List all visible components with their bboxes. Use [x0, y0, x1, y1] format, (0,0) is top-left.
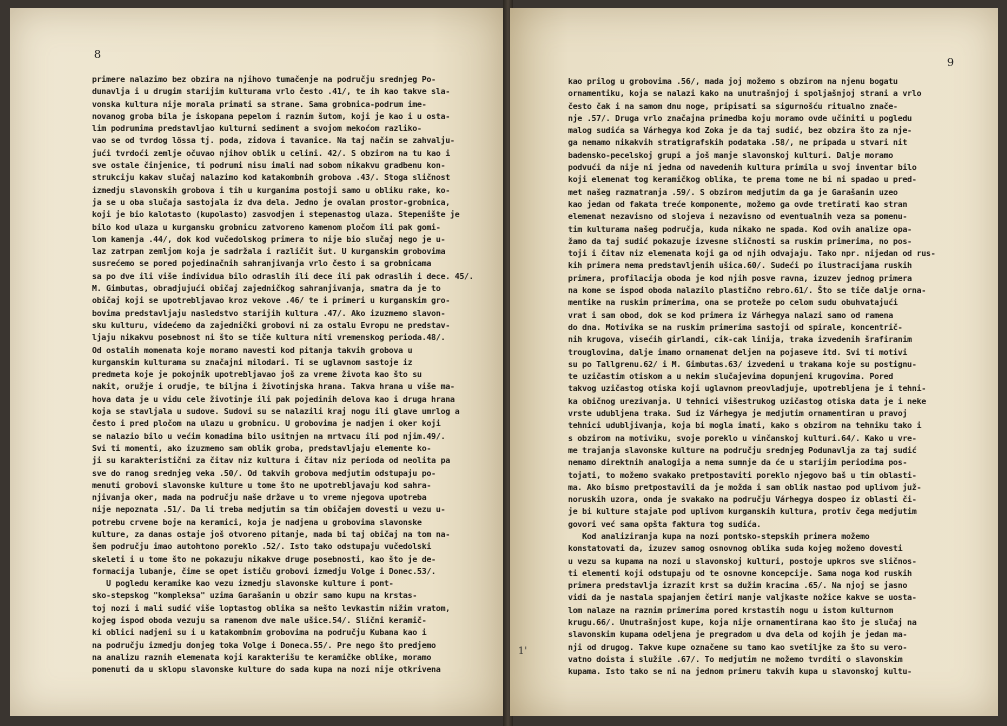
page-number: 8: [94, 48, 101, 61]
body-text: kao prilog u grobovima .56/, mada joj možemo s obzirom na njenu bogatu ornamentiku, koja se nalazi kako na unutrašnjoj i spoljašnjoj strani a vrlo često čak i na samom dnu noge, pripisati sa sigurnošću ritualno znače- nje .57/. Druga vrlo značajna primedba koju moramo ovde učiniti u pogledu malog sudića sa Várhegya kod Zoka je da taj sudić, bez obzira što za nje- ga nemamo nikakvih stratigrafskih podataka .58/, ne pripada u stvari nit badensko-pecelskoj grupi a još manje slavonskoj kulturi. Dalje moramo podvući da nije ni jedna od navedenih kultura primila u svoj inventar bilo koji elemenat tog keramičkog oblika, te prema tome ne bi ni spadao u pred- met našeg razmatranja .59/. S obzirom medjutim da ga je Garašanin uzeo kao jedan od fakata treće komponente, možemo ga ovde tretirati kao stran elemenat nezavisno od slojeva i nezavisno od eventualnih veza sa pomenu- tim kulturama našeg područja, kuda nikako ne spada. Kod ovih analize opa- žamo da taj sudić pokazuje izvesne sličnosti sa ruskim primerima, no pos- toji i čitav niz elemenata koji ga od njih odvajaju. Tako npr. nijedan od rus- kih primera nema predstavljenih ušica.60/. Sudeći po ilustracijama ruskih primera, profilacija oboda je kod njih posve ravna, izuzev jednog primera na kome se ispod oboda nalazilo plastično rebro.61/. Što se tiče dalje orna- mentike na ruskim primerima, ona se proteže po celom sudu obuhvatajući vrat i sam obod, dok se kod primera iz Várhegya nalazi samo od ramena do dna. Motivika se na ruskim primerima sastoji od spirale, koncentrič- nih krugova, visećih girlandi, cik-cak linija, traka izvedenih šrafiranim trouglovima, dalje imamo ornamenat deljen na pojaseve itd. Svi ti motivi su po Tallgrenu.62/ i M. Gimbutas.63/ izvedeni u trakama koje su postignu- te uzičastim otiskom a u nekim slučajevima dopunjeni krugovima. Pored takvog uzičastog otiska koji uglavnom preovladjuje, upotrebljena je i tehni- ka običnog urezivanja. U tehnici višestrukog uzičastog otiska data je i neke vrste udubljena traka. Sud iz Várhegya je medjutim ornamentiran u pravoj tehnici udubljivanja, koja bi mogla imati, kako s obzirom na tehniku tako i s obzirom na motiviku, svoje poreklo u vinčanskoj kulturi.64/. Kako u vre- me trajanja slavonske kulture na području srednjeg Podunavlja za taj sudić nemamo direktnih analogija a nema sumnje da će u starijim periodima pos- tojati, to možemo svakako pretpostaviti poreklo njegovo baš u tim oblasti- ma. Ako bismo pretpostavili da je možda i sam oblik nastao pod uplivom juž- noruskih uzora, onda je svakako na području Várhegya dospeo iz oblasti či- je bi kulture stajale pod uplivom kurganskih kultura, protiv čega medjutim govori već sama opšta faktura tog sudića. Kod analiziranja kupa na nozi pontsko-stepskih primera možemo konstatovati da, izuzev samog osnovnog oblika suda kojeg možemo dovesti u vezu sa kupama na nozi u slavonskoj kulturi, postoje upkros sve sličnos- ti elementi koji odstupaju od te osnovne koncepcije. Sama noga kod ruskih primera predstavlja izrazit krst sa dužim kracima .65/. Na njoj se jasno vidi da je nastala spajanjem četiri manje valjkaste nožice kakve se uosta- lom nalaze na raznim primerima pored krstastih nogu u istom kulturnom krugu.66/. Unutrašnjost kupe, koja nije ornamentirana kao što je slučaj na slavonskim kupama odeljena je pregradom u dva dela od kojih je jedan ma- nji od drugog. Takve kupe označene su tamo kao svetiljke za što su vero- vatno doista i služile .67/. To medjutim ne možemo tvrditi o slavonskim kupama. Isto tako se ni na jednom primeru takvih kupa u slavonskoj kultu-: [568, 76, 936, 677]
right-page: [510, 8, 998, 716]
margin-mark: 1': [518, 646, 528, 657]
left-page: [10, 8, 506, 716]
body-text: primere nalazimo bez obzira na njihovo tumačenje na području srednjeg Po- dunavlja i u drugim starijim kulturama vrlo često .41/, te ih kao takve sla- vonska kultura nije morala primati sa strane. Sama grobnica-podrum ime- novanog groba bila je iskopana pepelom i raznim šutom, koji je kao i u osta- lim podrumima predstavljao kulturni sediment a svojom mekoćom razliko- vao se od tvrdog lössa tj. poda, zidova i tavanice. Na taj način se zahvalju- jući tvrdoći zemlje očuvao njihov oblik u celini. 42/. S obzirom na tu kao i sve ostale činjenice, ti podrumi nisu imali nad sobom nikakvu gradbenu kon- strukciju kakav slučaj nalazimo kod katakombnih grobova .43/. Stoga sličnost izmedju slavonskih grobova i tih u kurganima postoji samo u obliku rake, ko- ja se u oba slučaja sastojala iz dva dela. Jedno je ovalan prostor-grobnica, koji je bio kalotasto (kupolasto) zasvodjen i stepenastog ulaza. Stepenište je bilo kod ulaza u kurgansku grobnicu zatvoreno kamenom pločom ili pak gomi- lom kamenja .44/, dok kod vučedolskog primera to nije bio slučaj nego je u- laz zatrpan zemljom koja je sadržala i različit šut. U kurganskim grobovima susrećemo se pored pojedinačnih sahranjivanja vrlo često i sa grobnicama sa po dve ili više individua bilo odraslih ili dece ili pak odraslih i dece. 45/. M. Gimbutas, obradjujući običaj zajedničkog sahranjivanja, smatra da je to običaj koji se upotrebljavao kroz vekove .46/ te i primeri u kurganskim gro- bovima predstavljaju nasledstvo starijih kultura .47/. Ako izuzmemo slavon- sku kulturu, videćemo da zajednički grobovi ni za ostalu Evropu ne predstav- ljaju nikakvu posebnost ni što se tiče kultura niti vremenskog perioda.48/. Od ostalih momenata koje moramo navesti kod pitanja takvih grobova u kurganskim kulturama su značajni milodari. Ti se uglavnom sastoje iz predmeta koje je pokojnik upotrebljavao još za vreme života kao što su nakit, oružje i orudje, te biljna i životinjska hrana. Takva hrana u više ma- hova data je u vidu cele životinje ili pak pojedinih delova kao i druga hrana koja se stavljala u sudove. Sudovi su se nalazili kraj nogu ili glave umrlog a često i pred pločom na ulazu u grobnicu. U grobovima je nadjen i oker koji se nalazio bilo u većim komadima bilo usitnjen na mrtvacu ili pod njim.49/. Svi ti momenti, ako izuzmemo sam oblik groba, predstavljaju elemente ko- ji su karakteristični za čitav niz kultura i čitav niz perioda od neolita pa sve do ranog srednjeg veka .50/. Od takvih grobova medjutim odstupaju po- menuti grobovi slavonske kulture u tome što ne upotrebljavaju kod sahra- njivanja oker, mada na području naše države u to vreme njegova upotreba nije nepoznata .51/. Da li treba medjutim sa tim običajem dovesti u vezu u- potrebu crvene boje na keramici, koja je nadjena u grobovima slavonske kulture, za danas ostaje još otvoreno pitanje, mada bi taj običaj na tom na- šem području imao autohtono poreklo .52/. Isto tako odstupaju vučedolski skeleti i u tome što ne pokazuju nikakve druge posebnosti, kao što je de- formacija lubanje, čime se opet ističu grobovi izmedju Volge i Donec.53/. U pogledu keramike kao vezu izmedju slavonske kulture i pont- sko-stepskog "kompleksa" uzima Garašanin u obzir samo kupu na krstas- toj nozi i mali sudić više loptastog oblika sa nešto levkastim nižim vratom, kojeg ispod oboda vezuju sa ramenom dve male ušice.54/. Slični keramič- ki oblici nadjeni su i u katakombnim grobovima na području Kubana kao i na području izmedju donjeg toka Volge i Doneca.55/. Pre nego što predjemo na analizu raznih elemenata koji karakterišu te keramičke oblike, moramo pomenuti da u sklopu slavonske kulture do sada kupa na nozi nije otkrivena: [92, 74, 474, 675]
page-number: 9: [947, 56, 954, 69]
